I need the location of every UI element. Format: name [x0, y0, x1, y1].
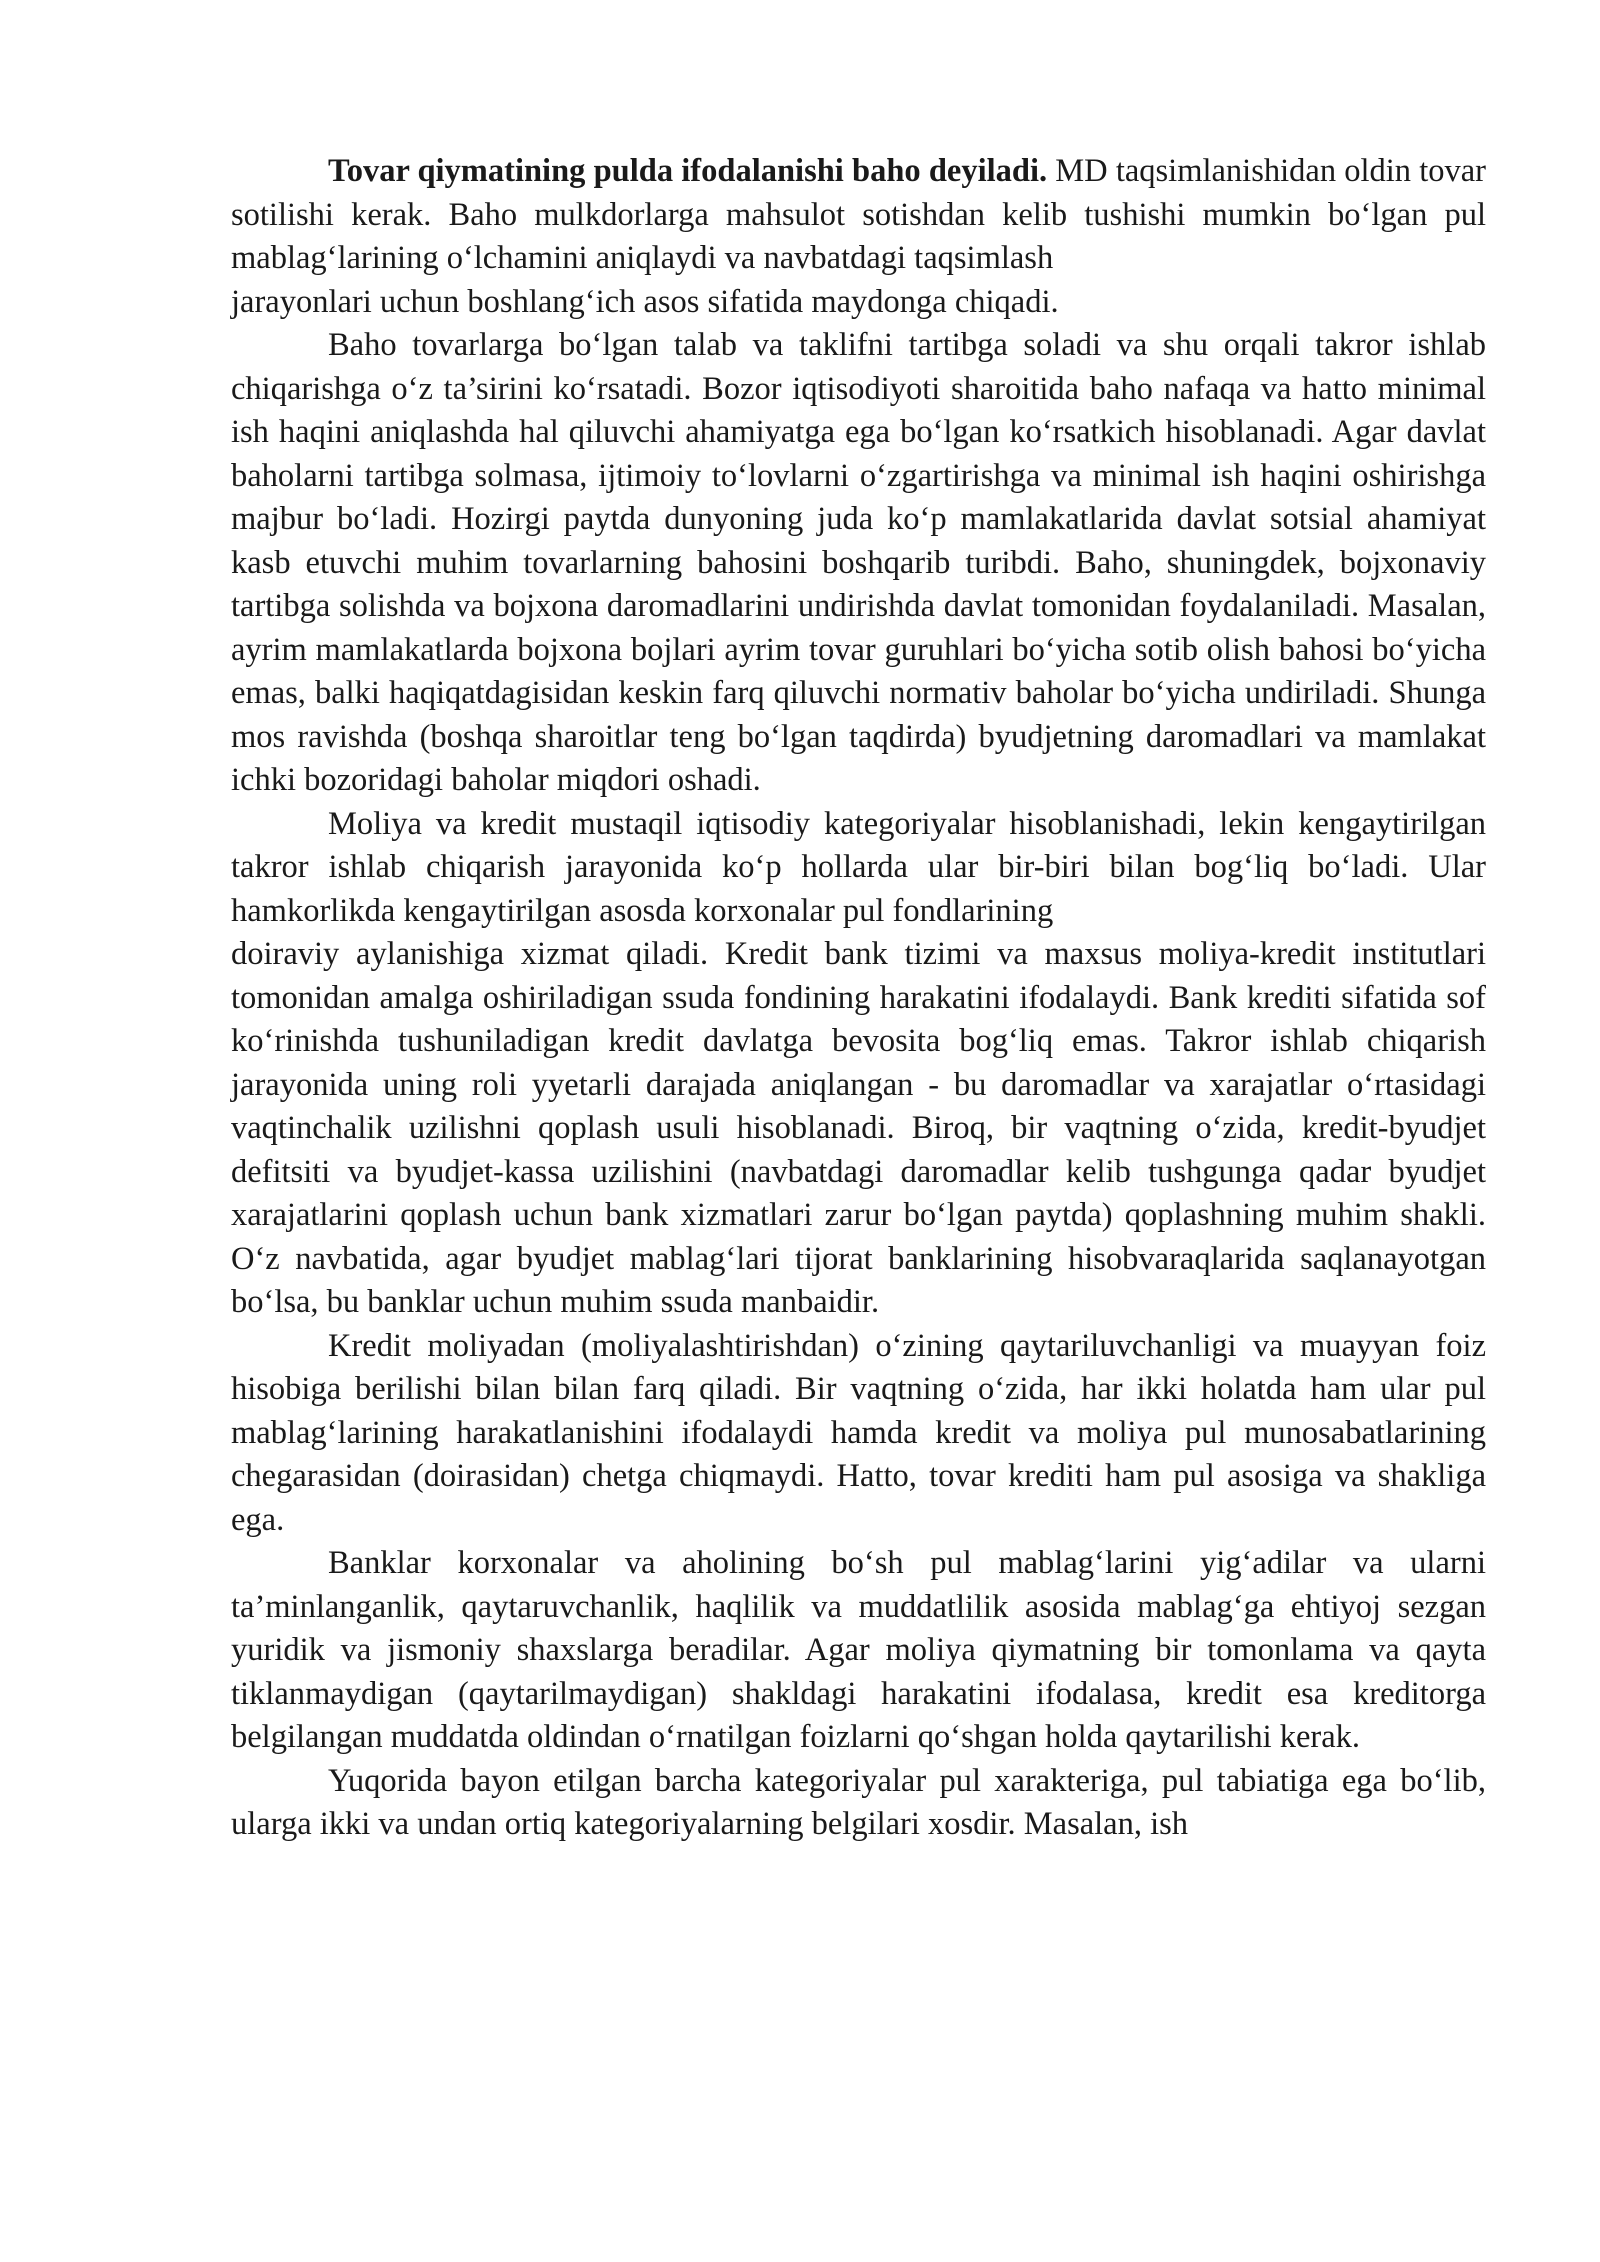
paragraph-text: Baho tovarlarga bo‘lgan talab va taklifni tartibga soladi va shu orqali takror ishlab chiqarishga o‘z ta’sirini ko‘rsatadi. Bozor iqtisodiyoti sharoitida baho nafaqa va hatto minimal ish haqini aniqlashda hal qiluvchi ahamiyatga ega bo‘lgan ko‘rsatkich hisoblanadi. Agar davlat baholarni tartibga solmasa, ijtimoiy to‘lovlarni o‘zgartirishga va minimal ish haqini oshirishga majbur bo‘ladi. Hozirgi paytda dunyoning juda ko‘p mamlakatlarida davlat sotsial ahamiyat kasb etuvchi muhim tovarlarning bahosini boshqarib turibdi. Baho, shuningdek, bojxonaviy tartibga solishda va bojxona daromadlarini undirishda davlat tomonidan foydalaniladi. Masalan, ayrim mamlakatlarda bojxona bojlari ayrim tovar guruhlari bo‘yicha sotib olish bahosi bo‘yicha emas, balki haqiqatdagisidan keskin farq qiluvchi normativ baholar bo‘yicha undiriladi. Shunga mos ravishda (boshqa sharoitlar teng bo‘lgan taqdirda) byudjetning daromadlari va mamlakat ichki bozoridagi baholar miqdori oshadi. [231, 327, 1486, 798]
document-page [231, 150, 1486, 1847]
paragraph-credit-difference [231, 1325, 1486, 1543]
paragraph-text: jarayonlari uchun boshlang‘ich asos sifatida maydonga chiqadi. [231, 283, 1059, 320]
paragraph-text: Moliya va kredit mustaqil iqtisodiy kategoriyalar hisoblanishadi, lekin kengaytirilgan takror ishlab chiqarish jarayonida ko‘p hollarda ular bir-biri bilan bog‘liq bo‘ladi. Ular hamkorlikda kengaytirilgan asosda korxonalar pul fondlarining [231, 805, 1486, 929]
paragraph-continuation [231, 281, 1486, 325]
paragraph-text: MD taqsimlanishidan oldin tovar sotilishi kerak. Baho mulkdorlarga mahsulot sotishdan kelib tushishi mumkin bo‘lgan pul mablag‘larining o‘lchamini aniqlaydi va navbatdagi taqsimlash [231, 153, 1486, 276]
paragraph-credit-bank [231, 933, 1486, 1325]
paragraph-banks [231, 1542, 1486, 1760]
lead-sentence: Tovar qiymatining pulda ifodalanishi baho deyiladi. [328, 153, 1048, 189]
paragraph-text: Yuqorida bayon etilgan barcha kategoriyalar pul xarakteriga, pul tabiatiga ega bo‘lib, ularga ikki va undan ortiq kategoriyalarning belgilari xosdir. Masalan, ish [231, 1762, 1486, 1842]
paragraph-price-regulation [231, 324, 1486, 803]
paragraph-text: Banklar korxonalar va aholining bo‘sh pul mablag‘larini yig‘adilar va ularni ta’minlanganlik, qaytaruvchanlik, haqlilik va muddatlilik asosida mablag‘ga ehtiyoj sezgan yuridik va jismoniy shaxslarga beradilar. Agar moliya qiymatning bir tomonlama va qayta tiklanmaydigan (qaytarilmaydigan) shakldagi harakatini ifodalasa, kredit esa kreditorga belgilangan muddatda oldindan o‘rnatilgan foizlarni qo‘shgan holda qaytarilishi kerak. [231, 1545, 1486, 1755]
paragraph-finance-credit [231, 803, 1486, 934]
paragraph-text: Kredit moliyadan (moliyalashtirishdan) o‘zining qaytariluvchanligi va muayyan foiz hisobiga berilishi bilan bilan farq qiladi. Bir vaqtning o‘zida, har ikki holatda ham ular pul mablag‘larining harakatlanishini ifodalaydi hamda kredit va moliya pul munosabatlarining chegarasidan (doirasidan) chetga chiqmaydi. Hatto, tovar krediti ham pul asosiga va shakliga ega. [231, 1327, 1486, 1538]
paragraph-text: doiraviy aylanishiga xizmat qiladi. Kredit bank tizimi va maxsus moliya-kredit institutlari tomonidan amalga oshiriladigan ssuda fondining harakatini ifodalaydi. Bank krediti sifatida sof ko‘rinishda tushuniladigan kredit davlatga bevosita bog‘liq emas. Takror ishlab chiqarish jarayonida uning roli yyetarli darajada aniqlangan - bu daromadlar va xarajatlar o‘rtasidagi vaqtinchalik uzilishni qoplash usuli hisoblanadi. Biroq, bir vaqtning o‘zida, kredit-byudjet defitsiti va byudjet-kassa uzilishini (navbatdagi daromadlar kelib tushgunga qadar byudjet xarajatlarini qoplash uchun bank xizmatlari zarur bo‘lgan paytda) qoplashning muhim shakli. O‘z navbatida, agar byudjet mablag‘lari tijorat banklarining hisobvaraqlarida saqlanayotgan bo‘lsa, bu banklar uchun muhim ssuda manbaidir. [231, 936, 1486, 1320]
paragraph-categories [231, 1760, 1486, 1847]
paragraph-price-definition [231, 150, 1486, 281]
